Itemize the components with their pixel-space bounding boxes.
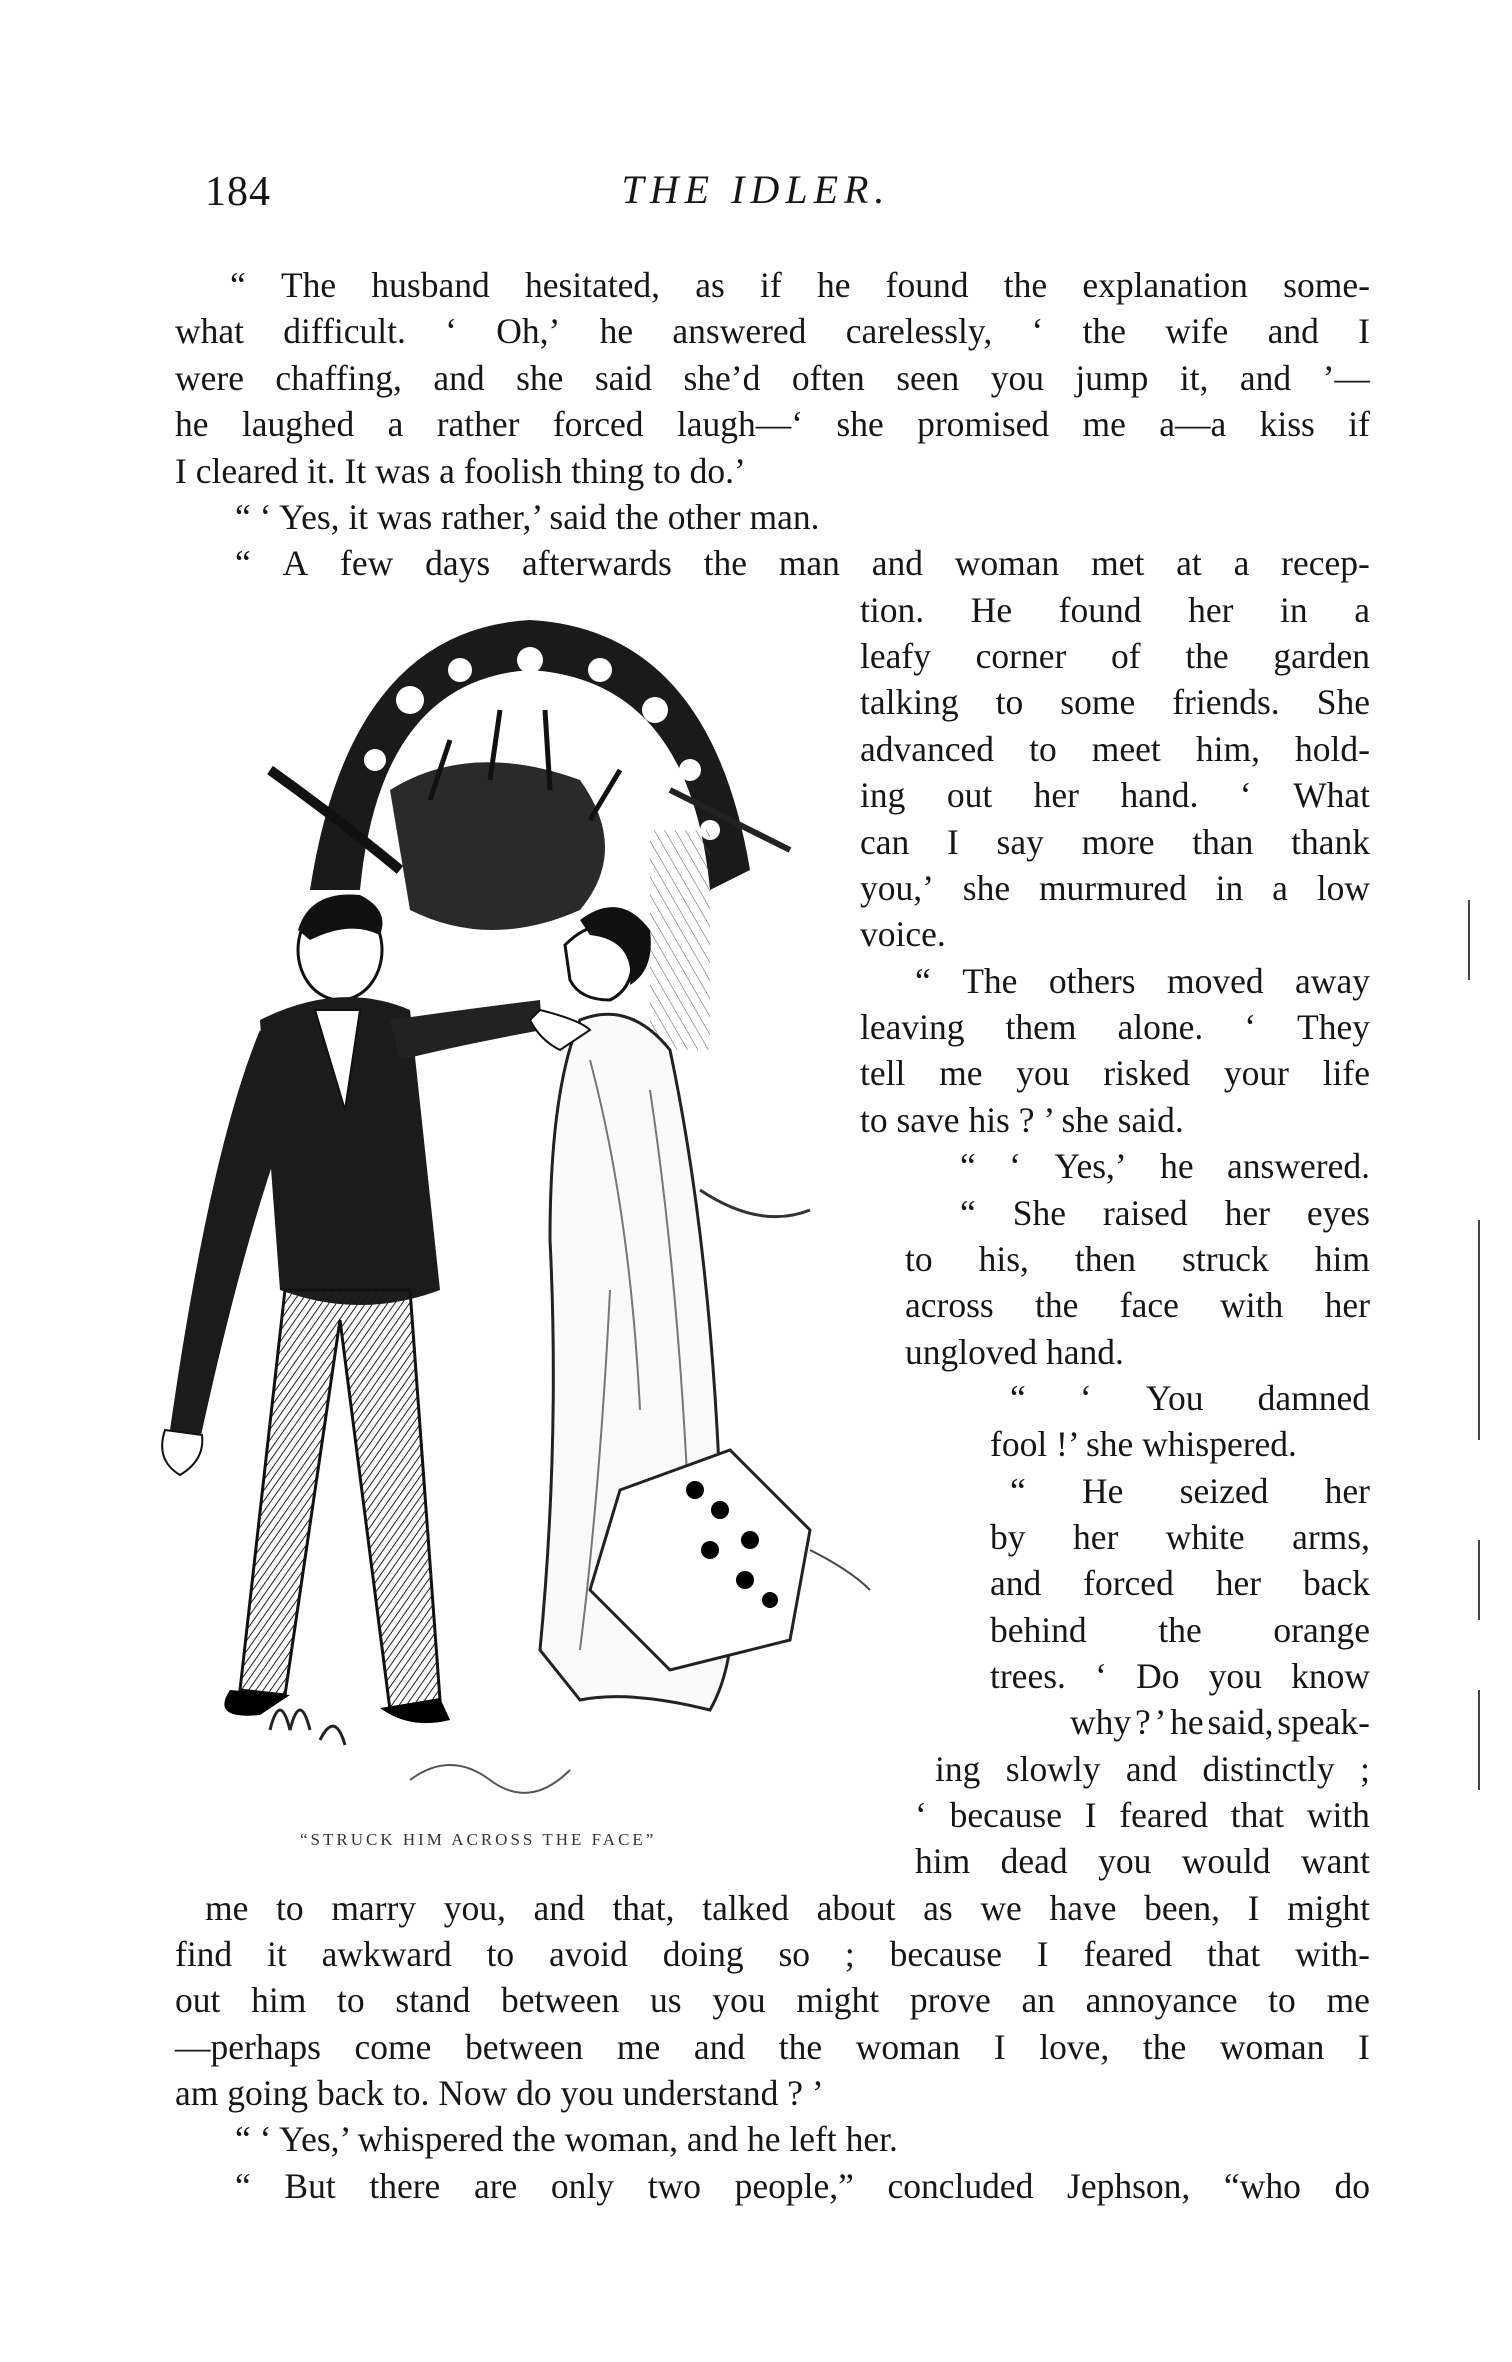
text-line: trees. ‘ Do you know — [990, 1656, 1370, 1696]
text-line: —perhaps come between me and the woman I love, the woman I — [175, 2027, 1370, 2067]
margin-mark — [1478, 1690, 1480, 1790]
text-line: ing slowly and distinctly ; — [935, 1749, 1370, 1789]
text-line: “ ‘ Yes,’ he answered. — [960, 1146, 1370, 1186]
text-line: you,’ she murmured in a low — [860, 868, 1370, 908]
text-line: by her white arms, — [990, 1517, 1370, 1557]
text-line: to save his ? ’ she said. — [860, 1100, 1184, 1140]
text-line: can I say more than thank — [860, 822, 1370, 862]
text-line: find it awkward to avoid doing so ; because I feared that with- — [175, 1934, 1370, 1974]
text-line: were chaffing, and she said she’d often seen you jump it, and ’— — [175, 358, 1370, 398]
margin-mark — [1478, 1220, 1480, 1440]
text-line: voice. — [860, 914, 946, 954]
illustration — [110, 590, 880, 1820]
text-line: he laughed a rather forced laugh—‘ she promised me a—a kiss if — [175, 404, 1370, 444]
text-line: “ He seized her — [1010, 1471, 1370, 1511]
text-line: ‘ because I feared that with — [915, 1795, 1370, 1835]
text-line: across the face with her — [905, 1285, 1370, 1325]
text-line: leaving them alone. ‘ They — [860, 1007, 1370, 1047]
running-title: THE IDLER. — [621, 167, 891, 212]
figure-caption: “STRUCK HIM ACROSS THE FACE” — [300, 1830, 657, 1849]
text-line: talking to some friends. She — [860, 682, 1370, 722]
text-line: what difficult. ‘ Oh,’ he answered carelessly, ‘ the wife and I — [175, 311, 1370, 351]
text-line: tell me you risked your life — [860, 1053, 1370, 1093]
text-line: leafy corner of the garden — [860, 636, 1370, 676]
text-line: “ The husband hesitated, as if he found the explanation some- — [230, 265, 1370, 305]
page-number: 184 — [205, 169, 271, 215]
text-line: “ ‘ You damned — [1010, 1378, 1370, 1418]
text-line: tion. He found her in a — [860, 590, 1370, 630]
text-line: to his, then struck him — [905, 1239, 1370, 1279]
text-line: out him to stand between us you might prove an annoyance to me — [175, 1980, 1370, 2020]
text-line: I cleared it. It was a foolish thing to do.’ — [175, 451, 746, 491]
text-line: “ The others moved away — [915, 961, 1370, 1001]
text-line: fool !’ she whispered. — [990, 1424, 1297, 1464]
text-line: ing out her hand. ‘ What — [860, 775, 1370, 815]
text-line: “ A few days afterwards the man and woman met at a recep- — [235, 543, 1370, 583]
text-line: ungloved hand. — [905, 1332, 1124, 1372]
margin-mark — [1478, 1540, 1480, 1620]
text-line: him dead you would want — [915, 1841, 1370, 1881]
text-line: “ ‘ Yes,’ whispered the woman, and he left her. — [235, 2119, 898, 2159]
man-figure — [162, 894, 542, 1723]
text-line: why ? ’ he said, speak- — [1070, 1702, 1370, 1742]
text-line: and forced her back — [990, 1563, 1370, 1603]
text-line: me to marry you, and that, talked about as we have been, I might — [205, 1888, 1370, 1928]
text-line: am going back to. Now do you understand ? ’ — [175, 2073, 824, 2113]
text-line: “ ‘ Yes, it was rather,’ said the other man. — [235, 497, 820, 537]
text-line: behind the orange — [990, 1610, 1370, 1650]
text-line: “ She raised her eyes — [960, 1193, 1370, 1233]
margin-mark — [1468, 900, 1470, 980]
text-line: advanced to meet him, hold- — [860, 729, 1370, 769]
text-line: “ But there are only two people,” concluded Jephson, “who do — [235, 2166, 1370, 2206]
